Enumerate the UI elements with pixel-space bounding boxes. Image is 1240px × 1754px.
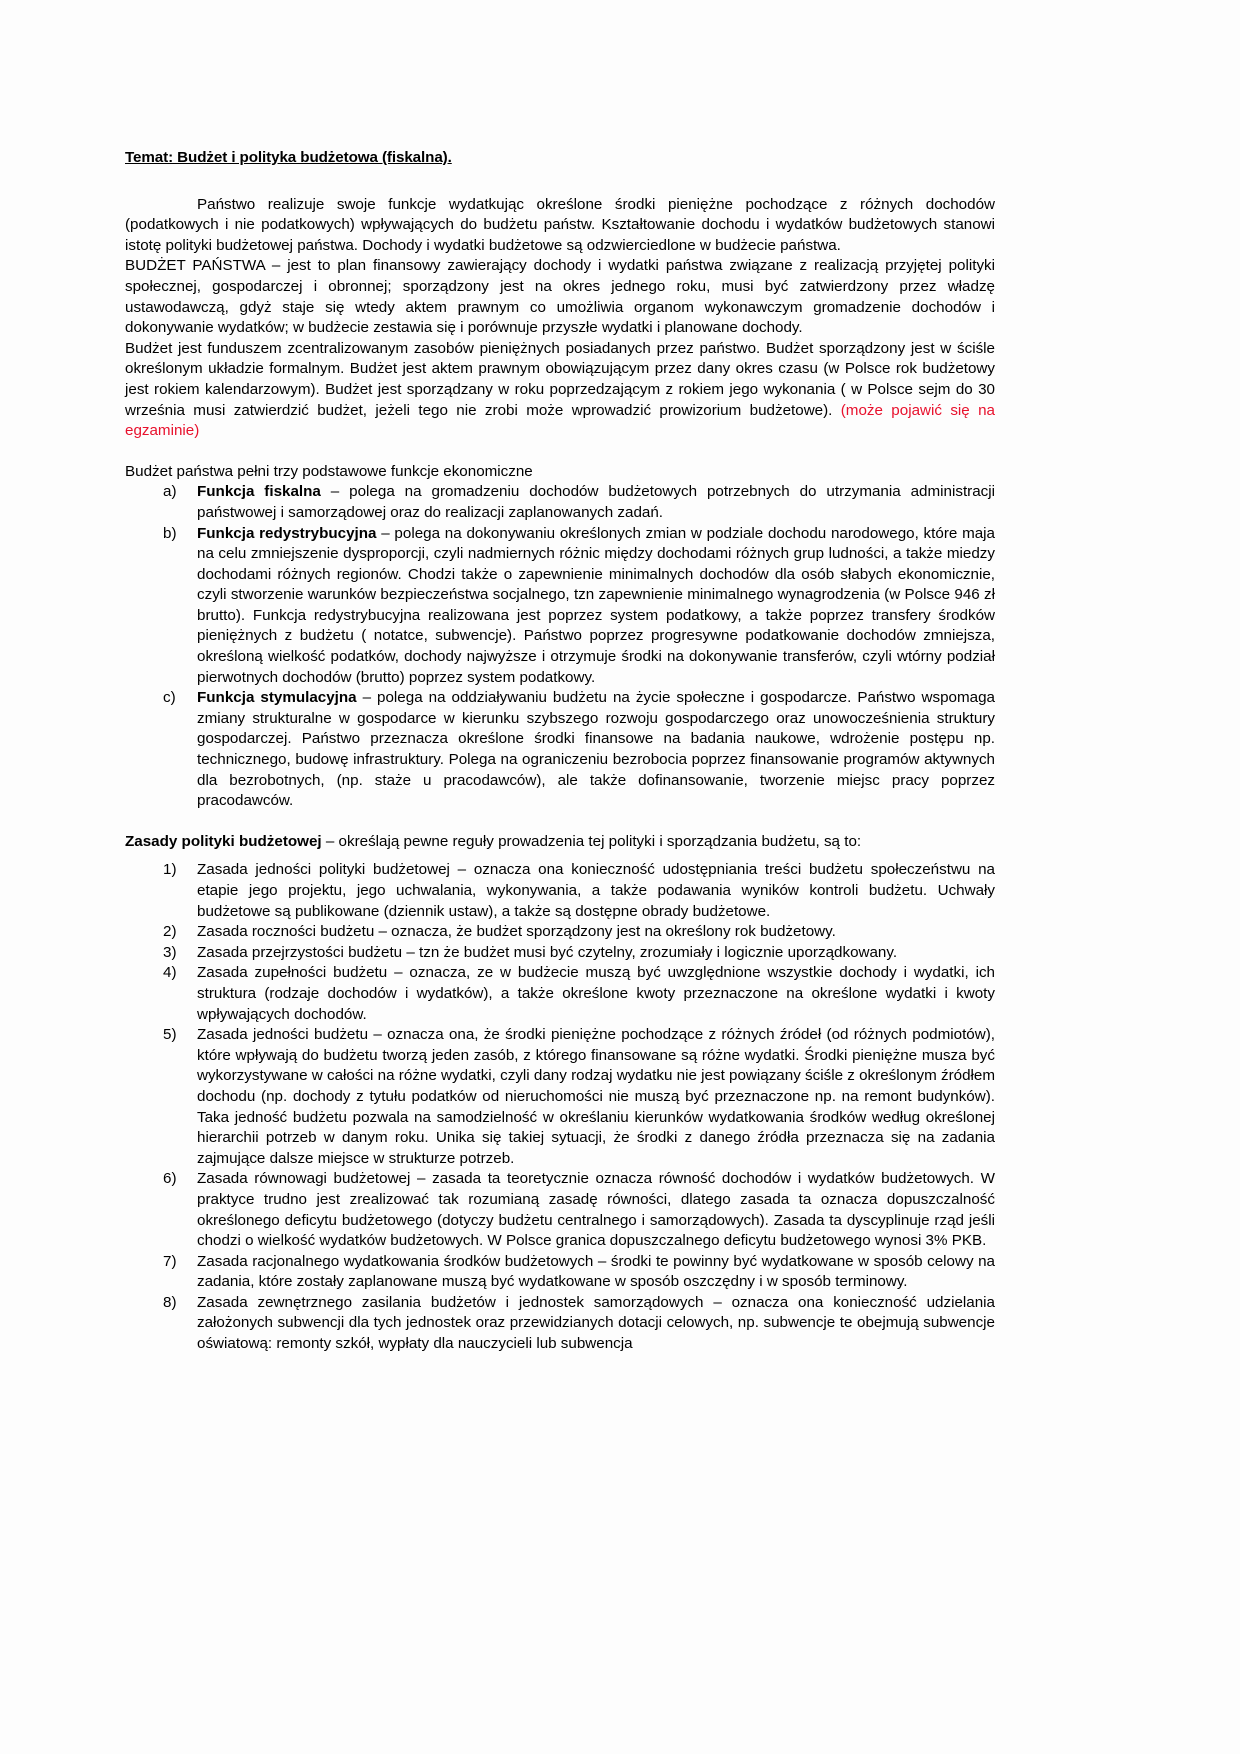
list-item-text: – polega na dokonywaniu określonych zmian w podziale dochodu narodowego, które maja na celu zmniejszenie dysproporcji, czyli nadmiernych różnic między dochodami różnych grup ludności, a także miedzy dochodami różnych regionów. Chodzi także o zapewnienie minimalnych dochodów dla osób słabych ekonomicznie, czyli stworzenie warunków bezpieczeństwa socjalnego, tzn zapewnienie minimalnego wynagrodzenia (w Polsce 946 zł brutto). Funkcja redystrybucyjna realizowana jest poprzez system podatkowy, a także poprzez transfery środków pieniężnych z budżetu ( notatce, subwencje). Państwo poprzez progresywne podatkowanie dochodów zmniejsza, określoną wielkość podatków, dochody najwyższe i otrzymuje środki na dokonywanie transferów, czyli wtórny podział pierwotnych dochodów (brutto) poprzez system podatkowy. (197, 524, 995, 686)
list-item (125, 524, 995, 689)
list-item-text: – polega na oddziaływaniu budżetu na życie społeczne i gospodarcze. Państwo wspomaga zmiany strukturalne w gospodarce w kierunku szybszego rozwoju gospodarczego oraz unowocześnienia struktury gospodarczej. Państwo przeznacza określone środki finansowe na badania naukowe, wdrożenie postępu np. technicznego, budowę infrastruktury. Polega na ograniczeniu bezrobocia poprzez finansowanie programów aktywnych dla bezrobotnych, (np. staże u pracodawców), ale także dofinansowanie, tworzenie miejsc pracy poprzez pracodawców. (197, 689, 995, 810)
list-item-text: Zasada jedności budżetu – oznacza ona, że środki pieniężne pochodzące z różnych źródeł (od różnych podmiotów), które wpływają do budżetu tworzą jeden zasób, z którego finansowane są różne wydatki. Środki pieniężne musza być wykorzystywane w całości na różne wydatki, czyli dany rodzaj wydatku nie jest powiązany ściśle z określonym źródłem dochodu (np. dochody z tytułu podatków od nieruchomości nie muszą być przeznaczone np. na remont budynków). Taka jedność budżetu pozwala na samodzielność w określaniu kierunków wydatkowania środków według określonej hierarchii potrzeb w danym roku. Unika się takiej sytuacji, że środki z danego źródła przeznacza się na zadania zajmujące dalsze miejsce w strukturze potrzeb. (197, 1026, 995, 1167)
list-item-text: Zasada zupełności budżetu – oznacza, ze w budżecie muszą być uwzględnione wszystkie dochody i wydatki, ich struktura (rodzaje dochodów i wydatków), a także określone kwoty przeznaczone na określone wydatki i kwoty wpływających dochodów. (197, 964, 995, 1023)
list-marker: 1) (163, 861, 177, 879)
list-item (125, 1169, 995, 1251)
principles-heading-lead: Zasady polityki budżetowej (125, 832, 322, 850)
list-marker: 2) (163, 923, 177, 941)
list-marker: b) (163, 524, 177, 542)
list-item-text: – polega na gromadzeniu dochodów budżetowych potrzebnych do utrzymania administracji państwowej i samorządowej oraz do realizacji zaplanowanych zadań. (197, 483, 996, 521)
spacer (125, 852, 995, 860)
list-item-text: Zasada roczności budżetu – oznacza, że budżet sporządzony jest na określony rok budżetowy. (197, 923, 836, 941)
list-marker: a) (163, 483, 177, 501)
list-item (125, 943, 995, 964)
list-marker: 4) (163, 964, 177, 982)
list-marker: 8) (163, 1293, 177, 1311)
list-item-body (197, 482, 995, 523)
intro-paragraph-3-text: Budżet jest funduszem zcentralizowanym zasobów pieniężnych posiadanych przez państwo. Budżet sporządzony jest w ściśle określonym układzie formalnym. Budżet jest aktem prawnym obowiązującym przez dany okres czasu (w Polsce rok budżetowy jest rokiem kalendarzowym). Budżet jest sporządzany w roku poprzedzającym z rokiem jego wykonania ( w Polsce sejm do 30 września musi zatwierdzić budżet, jeżeli tego nie zrobi może wprowadzić prowizorium budżetowe). (125, 339, 995, 419)
list-item (125, 860, 995, 922)
list-item (125, 963, 995, 1025)
list-item-text: Zasada równowagi budżetowej – zasada ta teoretycznie oznacza równość dochodów i wydatków budżetowych. W praktyce trudno jest zrealizować tak rozumianą zasadę równości, dlatego zasada ta oznacza dopuszczalność określonego deficytu budżetowego (dotyczy budżetu centralnego i samorządowych). Zasada ta dyscyplinuje rząd jeśli chodzi o wielkość wydatków budżetowych. W Polsce granica dopuszczalnego deficytu budżetowego wynosi 3% PKB. (197, 1170, 995, 1250)
document-body (125, 148, 995, 1355)
list-item-body (197, 524, 995, 689)
list-marker: c) (163, 689, 176, 707)
list-item-text: Zasada przejrzystości budżetu – tzn że budżet musi być czytelny, zrozumiały i logicznie uporządkowany. (197, 943, 898, 961)
principles-list (125, 860, 995, 1354)
budget-definition-text: – jest to plan finansowy zawierający dochody i wydatki państwa związane z realizacją przyjętej polityki społecznej, gospodarczej i obronnej; sporządzony jest na okres jednego roku, musi być zatwierdzony przez władzę ustawodawczą, gdyż staje się wtedy aktem prawnym co umożliwia organom wykonawczym gromadzenie dochodów i dokonywanie wydatków; w budżecie zestawia się i porównuje przyszłe wydatki i planowane dochody. (125, 257, 995, 337)
list-item-text: Zasada zewnętrznego zasilania budżetów i jednostek samorządowych – oznacza ona konieczność udzielania założonych subwencji dla tych jednostek oraz przewidzianych dotacji celowych, np. subwencje te obejmują subwencje oświatową: remonty szkół, wypłaty dla nauczycieli lub subwencja (197, 1293, 995, 1353)
list-item-body (197, 688, 995, 812)
spacer (125, 812, 995, 832)
list-item (125, 922, 995, 943)
intro-paragraph-3 (125, 339, 995, 442)
list-item-text: Zasada jedności polityki budżetowej – oznacza ona konieczność udostępniania treści budżetu społeczeństwu na etapie jego projektu, jego uchwalania, wykonywania, a także podawania wyników kontroli budżetu. Uchwały budżetowe są publikowane (dziennik ustaw), a także są dostępne obrady budżetowe. (197, 861, 995, 920)
intro-paragraph-1: Państwo realizuje swoje funkcje wydatkując określone środki pieniężne pochodzące z różnych dochodów (podatkowych i nie podatkowych) wpływających do budżetu państw. Kształtowanie dochodu i wydatków budżetowych stanowi istotę polityki budżetowej państwa. Dochody i wydatki budżetowe są odzwierciedlone w budżecie państwa. (125, 195, 995, 254)
principles-heading (125, 832, 995, 853)
list-item-text: Zasada racjonalnego wydatkowania środków budżetowych – środki te powinny być wydatkowane w sposób celowy na zadania, które zostały zaplanowane muszą być wydatkowane w sposób oszczędny i w sposób terminowy. (197, 1252, 995, 1291)
list-marker: 6) (163, 1170, 177, 1188)
exam-note-highlight: (może pojawić się na egzaminie) (125, 401, 995, 440)
list-item (125, 688, 995, 812)
list-item-lead: Funkcja fiskalna (197, 483, 321, 501)
intro-paragraph-2 (125, 256, 995, 338)
principles-heading-text: – określają pewne reguły prowadzenia tej polityki i sporządzania budżetu, są to: (321, 832, 862, 850)
list-item-lead: Funkcja stymulacyjna (197, 689, 357, 707)
list-item-lead: Funkcja redystrybucyjna (197, 524, 377, 542)
page-title: Temat: Budżet i polityka budżetowa (fiskalna). (125, 149, 452, 166)
list-item (125, 1025, 995, 1169)
list-item (125, 1293, 995, 1355)
functions-heading: Budżet państwa pełni trzy podstawowe funkcje ekonomiczne (125, 462, 533, 480)
budget-definition-lead: BUDŻET PAŃSTWA (125, 257, 265, 275)
functions-list (125, 482, 995, 812)
list-marker: 7) (163, 1252, 177, 1270)
list-marker: 3) (163, 943, 177, 961)
list-item (125, 482, 995, 523)
list-marker: 5) (163, 1026, 177, 1044)
list-item (125, 1252, 995, 1293)
spacer (125, 442, 995, 462)
